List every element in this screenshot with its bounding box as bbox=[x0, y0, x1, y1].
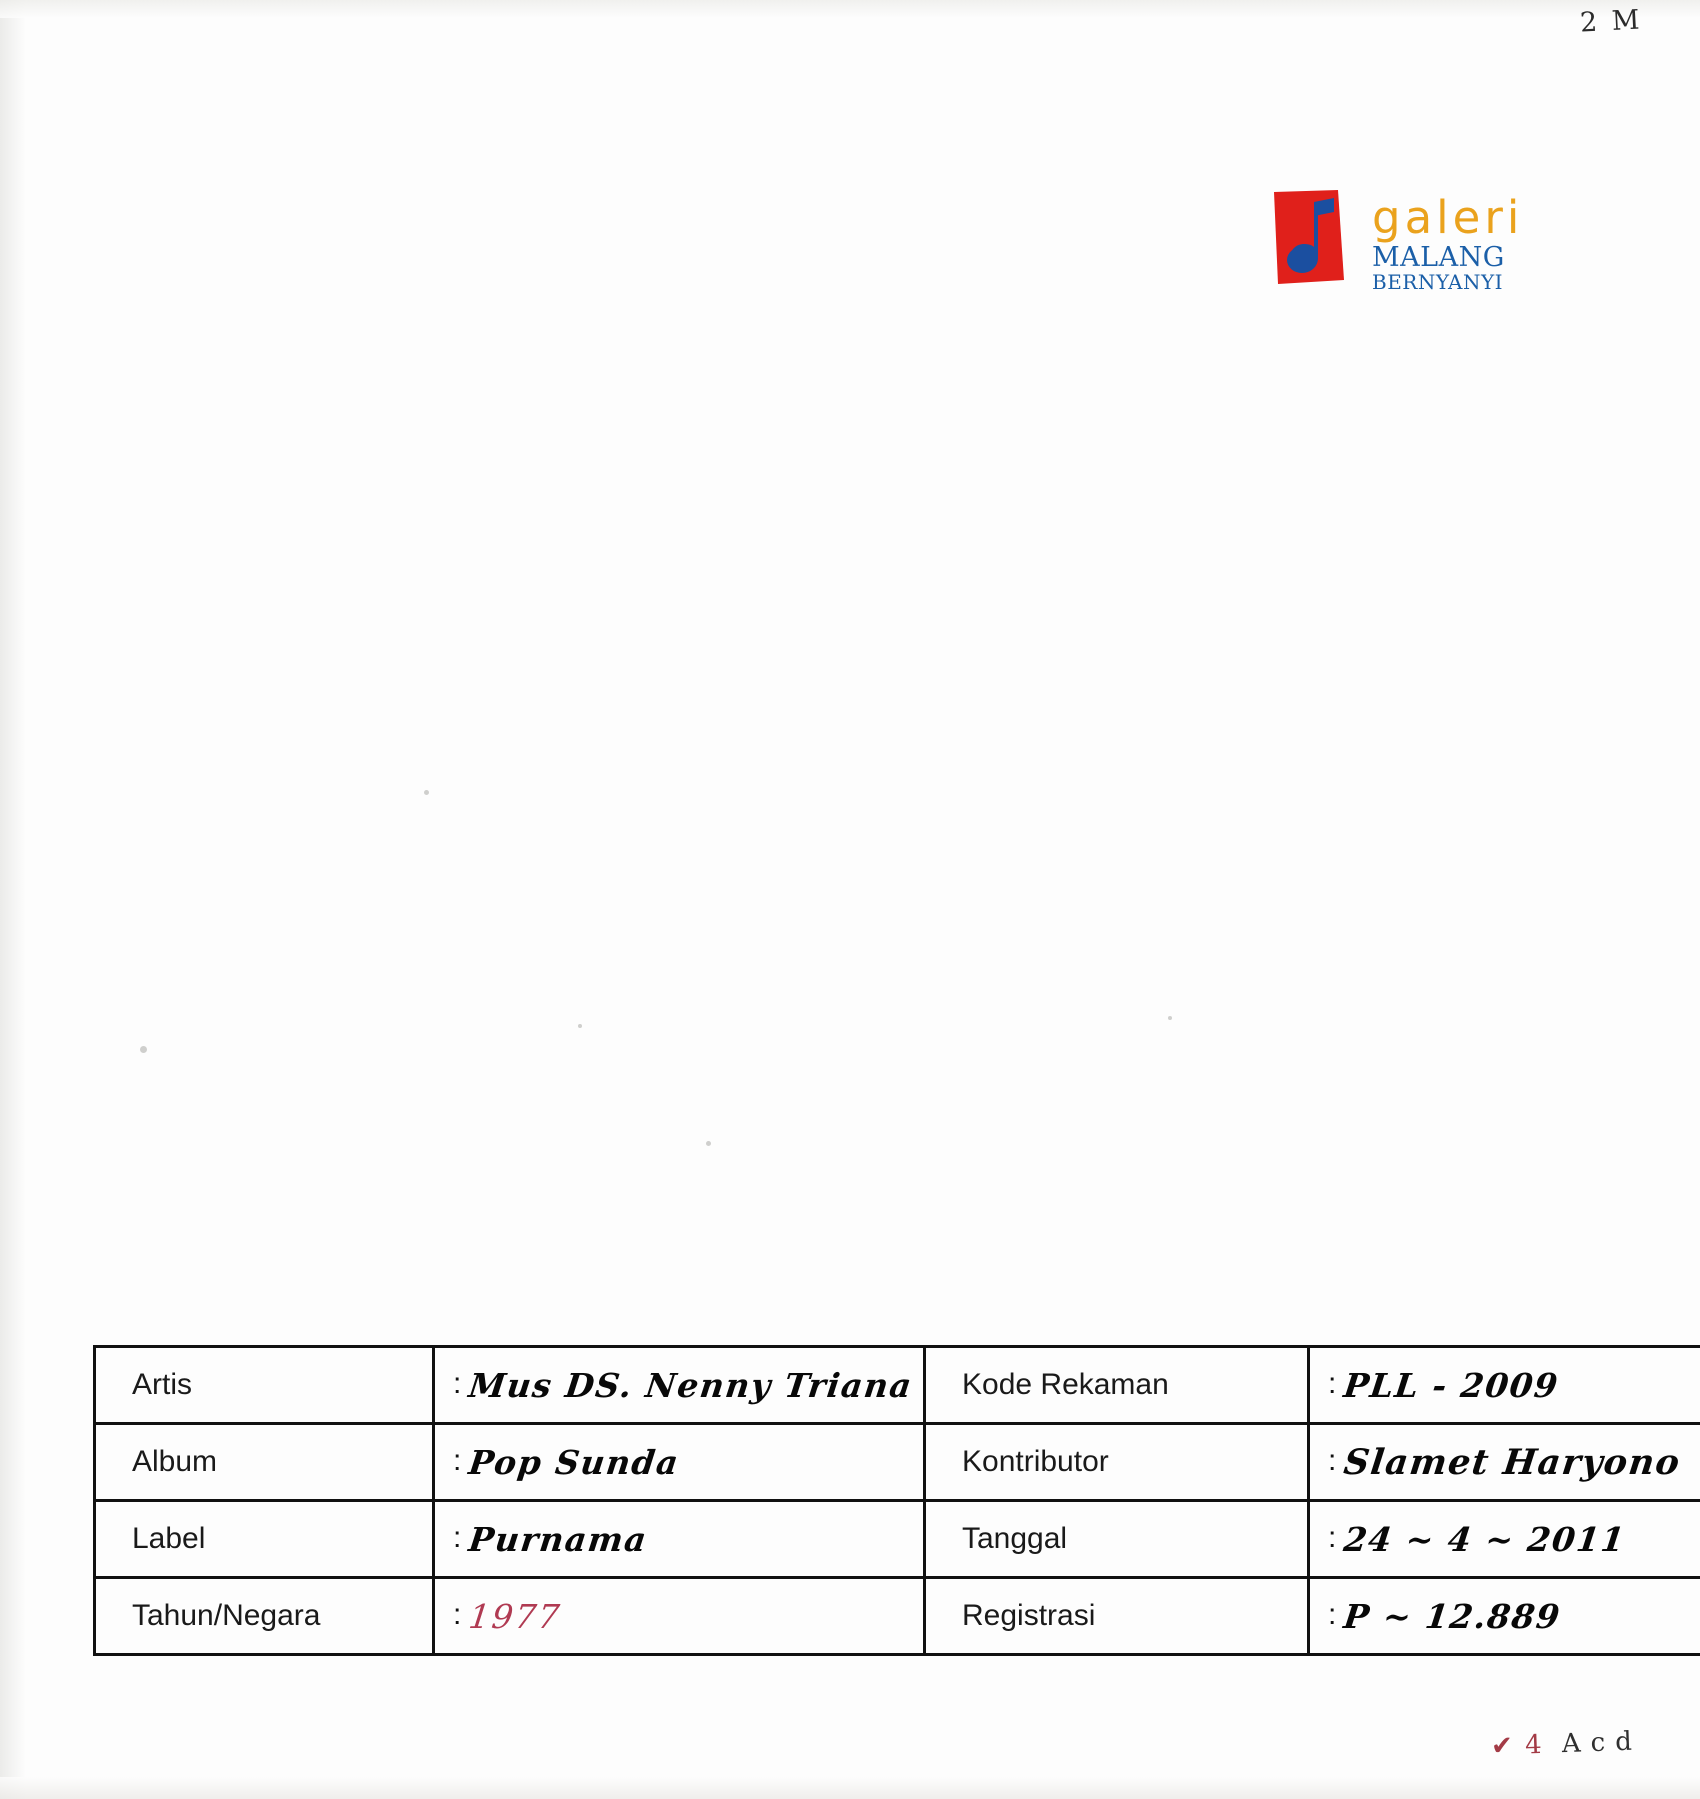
handwritten-kode-rekaman: PLL - 2009 bbox=[1341, 1365, 1562, 1405]
colon-separator: : bbox=[453, 1520, 462, 1554]
field-label-tahun-negara: Tahun/Negara bbox=[95, 1578, 434, 1655]
table-row bbox=[95, 1424, 1700, 1501]
logo-line-bernyanyi: BERNYANYI bbox=[1372, 270, 1504, 294]
scan-speck bbox=[424, 790, 429, 795]
field-value-kode-rekaman bbox=[1309, 1347, 1700, 1424]
handwritten-album: Pop Sunda bbox=[466, 1442, 683, 1482]
logo-line-galeri: galeri bbox=[1372, 191, 1524, 244]
field-label-album: Album bbox=[95, 1424, 434, 1501]
scan-speck bbox=[140, 1046, 147, 1053]
scan-speck bbox=[706, 1141, 711, 1146]
handwritten-artis: Mus DS. Nenny Triana bbox=[466, 1365, 916, 1405]
colon-separator: : bbox=[1328, 1520, 1337, 1554]
scan-edge-shadow-bottom bbox=[0, 1777, 1700, 1799]
field-value-registrasi bbox=[1309, 1578, 1700, 1655]
handwritten-kontributor: Slamet Haryono bbox=[1341, 1441, 1684, 1483]
field-value-tahun-negara bbox=[434, 1578, 925, 1655]
field-label-artis: Artis bbox=[95, 1347, 434, 1424]
bottom-right-annotation bbox=[1491, 1726, 1643, 1761]
field-value-kontributor bbox=[1309, 1424, 1700, 1501]
galeri-malang-bernyanyi-logo bbox=[1268, 188, 1558, 328]
handwritten-tanggal: 24 ~ 4 ~ 2011 bbox=[1341, 1519, 1629, 1559]
colon-separator: : bbox=[1328, 1443, 1337, 1477]
field-value-label bbox=[434, 1501, 925, 1578]
field-value-tanggal bbox=[1309, 1501, 1700, 1578]
logo-line-malang: MALANG bbox=[1372, 242, 1505, 273]
colon-separator: : bbox=[453, 1597, 462, 1631]
scan-edge-shadow-top bbox=[0, 0, 1700, 18]
scan-speck bbox=[1168, 1016, 1172, 1020]
bottom-right-text: Acd bbox=[1561, 1726, 1643, 1760]
handwritten-label: Purnama bbox=[466, 1519, 651, 1559]
table-row bbox=[95, 1501, 1700, 1578]
bottom-right-checkmark: ✔ 4 bbox=[1490, 1729, 1545, 1762]
top-right-annotation: 2 M bbox=[1578, 4, 1643, 39]
table-row bbox=[95, 1347, 1700, 1424]
field-label-kode-rekaman: Kode Rekaman bbox=[925, 1347, 1309, 1424]
colon-separator: : bbox=[453, 1443, 462, 1477]
field-value-album bbox=[434, 1424, 925, 1501]
scan-edge-shadow-left bbox=[0, 0, 26, 1799]
field-label-registrasi: Registrasi bbox=[925, 1578, 1309, 1655]
music-note-icon bbox=[1268, 188, 1366, 296]
scan-speck bbox=[578, 1024, 582, 1028]
table-row bbox=[95, 1578, 1700, 1655]
field-label-label: Label bbox=[95, 1501, 434, 1578]
handwritten-tahun-negara: 1977 bbox=[466, 1596, 564, 1636]
colon-separator: : bbox=[453, 1366, 462, 1400]
field-value-artis bbox=[434, 1347, 925, 1424]
field-label-tanggal: Tanggal bbox=[925, 1501, 1309, 1578]
field-label-kontributor: Kontributor bbox=[925, 1424, 1309, 1501]
colon-separator: : bbox=[1328, 1597, 1337, 1631]
logo-wordmark bbox=[1372, 191, 1562, 294]
handwritten-registrasi: P ~ 12.889 bbox=[1341, 1596, 1564, 1636]
colon-separator: : bbox=[1328, 1366, 1337, 1400]
record-metadata-table bbox=[93, 1345, 1700, 1656]
